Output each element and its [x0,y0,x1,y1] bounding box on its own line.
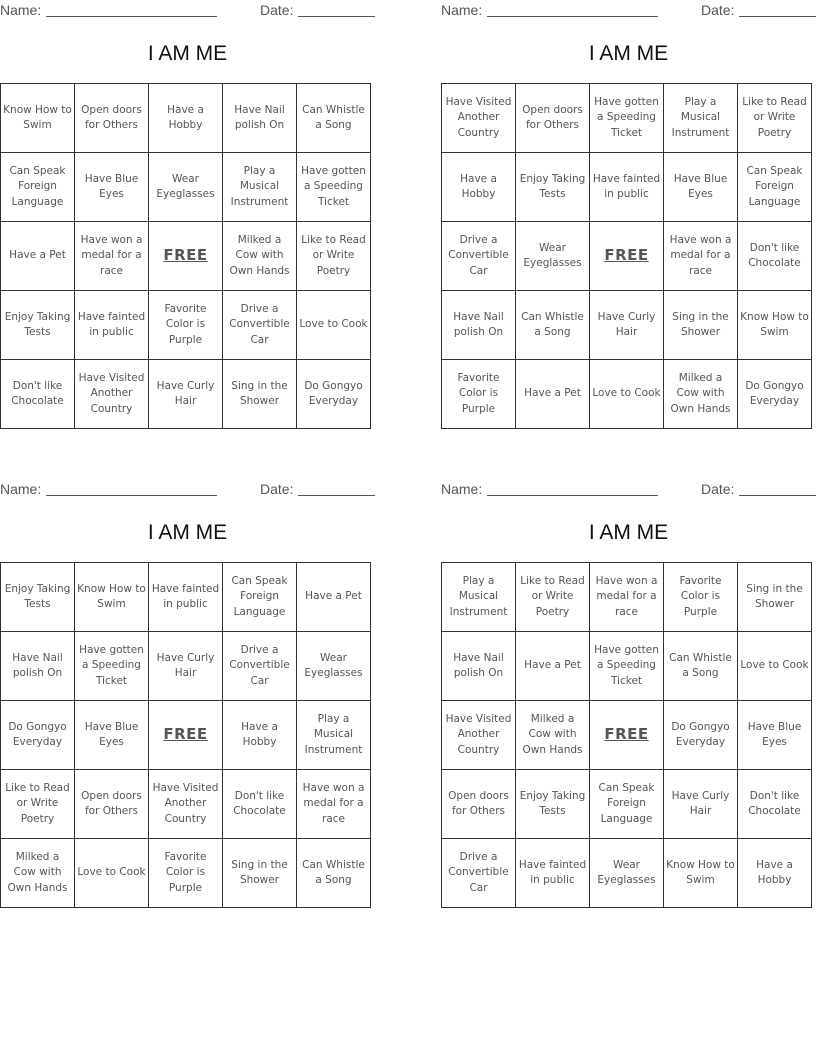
bingo-cell: Don't like Chocolate [738,770,812,839]
bingo-cell: Have Blue Eyes [738,701,812,770]
bingo-cell: Have Visited Another Country [75,360,149,429]
bingo-cell: Have fainted in public [590,153,664,222]
bingo-cell: Have fainted in public [516,839,590,908]
bingo-cell: Can Speak Foreign Language [1,153,75,222]
bingo-card-4 [441,479,816,919]
bingo-cell: Like to Read or Write Poetry [1,770,75,839]
date-label: Date: [260,481,294,497]
bingo-cell: Have Visited Another Country [442,84,516,153]
bingo-cell: Love to Cook [75,839,149,908]
bingo-cell: Can Whistle a Song [664,632,738,701]
bingo-cell: Have a Pet [516,632,590,701]
name-field-line [46,16,217,17]
bingo-cell: Have Blue Eyes [664,153,738,222]
bingo-grid [0,562,371,908]
bingo-cell: Enjoy Taking Tests [516,770,590,839]
bingo-cell: Have Visited Another Country [442,701,516,770]
bingo-cell: Don't like Chocolate [1,360,75,429]
bingo-cell: Drive a Convertible Car [442,839,516,908]
bingo-cell: Have Curly Hair [149,632,223,701]
bingo-cell: Don't like Chocolate [223,770,297,839]
bingo-cell: Sing in the Shower [738,563,812,632]
bingo-cell: Have gotten a Speeding Ticket [75,632,149,701]
bingo-cell: Have Nail polish On [223,84,297,153]
card-header [441,479,816,501]
bingo-cell: Can Speak Foreign Language [738,153,812,222]
bingo-cell: Have Curly Hair [149,360,223,429]
free-space: FREE [149,701,223,770]
card-title: I AM ME [588,42,669,65]
bingo-cell: Have Curly Hair [664,770,738,839]
bingo-grid [441,83,812,429]
bingo-cell: Wear Eyeglasses [149,153,223,222]
name-field-line [487,495,658,496]
name-field-line [487,16,658,17]
bingo-cell: Favorite Color is Purple [149,839,223,908]
bingo-cell: Love to Cook [590,360,664,429]
name-label: Name: [441,481,483,497]
bingo-cell: Know How to Swim [664,839,738,908]
bingo-cell: Open doors for Others [75,770,149,839]
bingo-cell: Have won a medal for a race [590,563,664,632]
bingo-cell: Play a Musical Instrument [297,701,371,770]
date-field-line [739,495,816,496]
date-label: Date: [260,2,294,18]
date-label: Date: [701,481,735,497]
bingo-cell: Like to Read or Write Poetry [738,84,812,153]
bingo-cell: Have Nail polish On [442,632,516,701]
bingo-cell: Have a Hobby [149,84,223,153]
bingo-cell: Wear Eyeglasses [590,839,664,908]
date-label: Date: [701,2,735,18]
bingo-cell: Know How to Swim [738,291,812,360]
card-header [441,0,816,22]
bingo-cell: Drive a Convertible Car [442,222,516,291]
bingo-cell: Favorite Color is Purple [664,563,738,632]
bingo-cell: Have a Hobby [738,839,812,908]
bingo-cell: Have Blue Eyes [75,701,149,770]
name-label: Name: [0,481,42,497]
bingo-cell: Play a Musical Instrument [664,84,738,153]
bingo-cell: Can Whistle a Song [516,291,590,360]
free-space: FREE [590,701,664,770]
bingo-cell: Have a Pet [1,222,75,291]
bingo-cell: Open doors for Others [442,770,516,839]
bingo-cell: Open doors for Others [75,84,149,153]
bingo-cell: Love to Cook [738,632,812,701]
bingo-cell: Sing in the Shower [223,839,297,908]
bingo-cell: Love to Cook [297,291,371,360]
bingo-cell: Do Gongyo Everyday [738,360,812,429]
bingo-cell: Drive a Convertible Car [223,291,297,360]
card-title: I AM ME [147,521,228,544]
bingo-cell: Do Gongyo Everyday [297,360,371,429]
bingo-cell: Have a Pet [516,360,590,429]
card-title: I AM ME [147,42,228,65]
bingo-cell: Have Nail polish On [1,632,75,701]
bingo-cell: Know How to Swim [75,563,149,632]
name-label: Name: [441,2,483,18]
date-field-line [739,16,816,17]
bingo-cell: Wear Eyeglasses [516,222,590,291]
bingo-grid [441,562,812,908]
bingo-cell: Do Gongyo Everyday [1,701,75,770]
bingo-cell: Have a Pet [297,563,371,632]
bingo-cell: Like to Read or Write Poetry [297,222,371,291]
bingo-cell: Have a Hobby [442,153,516,222]
bingo-cell: Have Blue Eyes [75,153,149,222]
bingo-cell: Enjoy Taking Tests [1,291,75,360]
bingo-cell: Play a Musical Instrument [223,153,297,222]
bingo-card-2 [441,0,816,440]
bingo-cell: Know How to Swim [1,84,75,153]
card-header [0,479,375,501]
bingo-cell: Sing in the Shower [223,360,297,429]
bingo-cell: Can Whistle a Song [297,84,371,153]
bingo-cell: Have won a medal for a race [297,770,371,839]
bingo-grid [0,83,371,429]
date-field-line [298,495,375,496]
bingo-cell: Can Speak Foreign Language [223,563,297,632]
bingo-cell: Can Speak Foreign Language [590,770,664,839]
bingo-cell: Wear Eyeglasses [297,632,371,701]
bingo-cell: Have gotten a Speeding Ticket [590,84,664,153]
bingo-cell: Have Nail polish On [442,291,516,360]
bingo-cell: Milked a Cow with Own Hands [516,701,590,770]
bingo-cell: Sing in the Shower [664,291,738,360]
card-header [0,0,375,22]
bingo-cell: Have fainted in public [75,291,149,360]
bingo-cell: Like to Read or Write Poetry [516,563,590,632]
bingo-cell: Don't like Chocolate [738,222,812,291]
bingo-cell: Have Curly Hair [590,291,664,360]
free-space: FREE [590,222,664,291]
bingo-cell: Have Visited Another Country [149,770,223,839]
bingo-cell: Enjoy Taking Tests [1,563,75,632]
bingo-cell: Favorite Color is Purple [442,360,516,429]
bingo-cell: Have a Hobby [223,701,297,770]
bingo-cell: Do Gongyo Everyday [664,701,738,770]
bingo-cell: Open doors for Others [516,84,590,153]
bingo-cell: Have won a medal for a race [664,222,738,291]
bingo-card-1 [0,0,375,440]
bingo-cell: Enjoy Taking Tests [516,153,590,222]
bingo-cell: Milked a Cow with Own Hands [664,360,738,429]
bingo-cell: Milked a Cow with Own Hands [223,222,297,291]
card-title: I AM ME [588,521,669,544]
bingo-cell: Can Whistle a Song [297,839,371,908]
bingo-cell: Drive a Convertible Car [223,632,297,701]
bingo-card-3 [0,479,375,919]
bingo-cell: Have gotten a Speeding Ticket [297,153,371,222]
bingo-cell: Milked a Cow with Own Hands [1,839,75,908]
bingo-cell: Have won a medal for a race [75,222,149,291]
name-label: Name: [0,2,42,18]
free-space: FREE [149,222,223,291]
date-field-line [298,16,375,17]
bingo-cell: Favorite Color is Purple [149,291,223,360]
bingo-cell: Have gotten a Speeding Ticket [590,632,664,701]
bingo-cell: Play a Musical Instrument [442,563,516,632]
name-field-line [46,495,217,496]
bingo-cell: Have fainted in public [149,563,223,632]
